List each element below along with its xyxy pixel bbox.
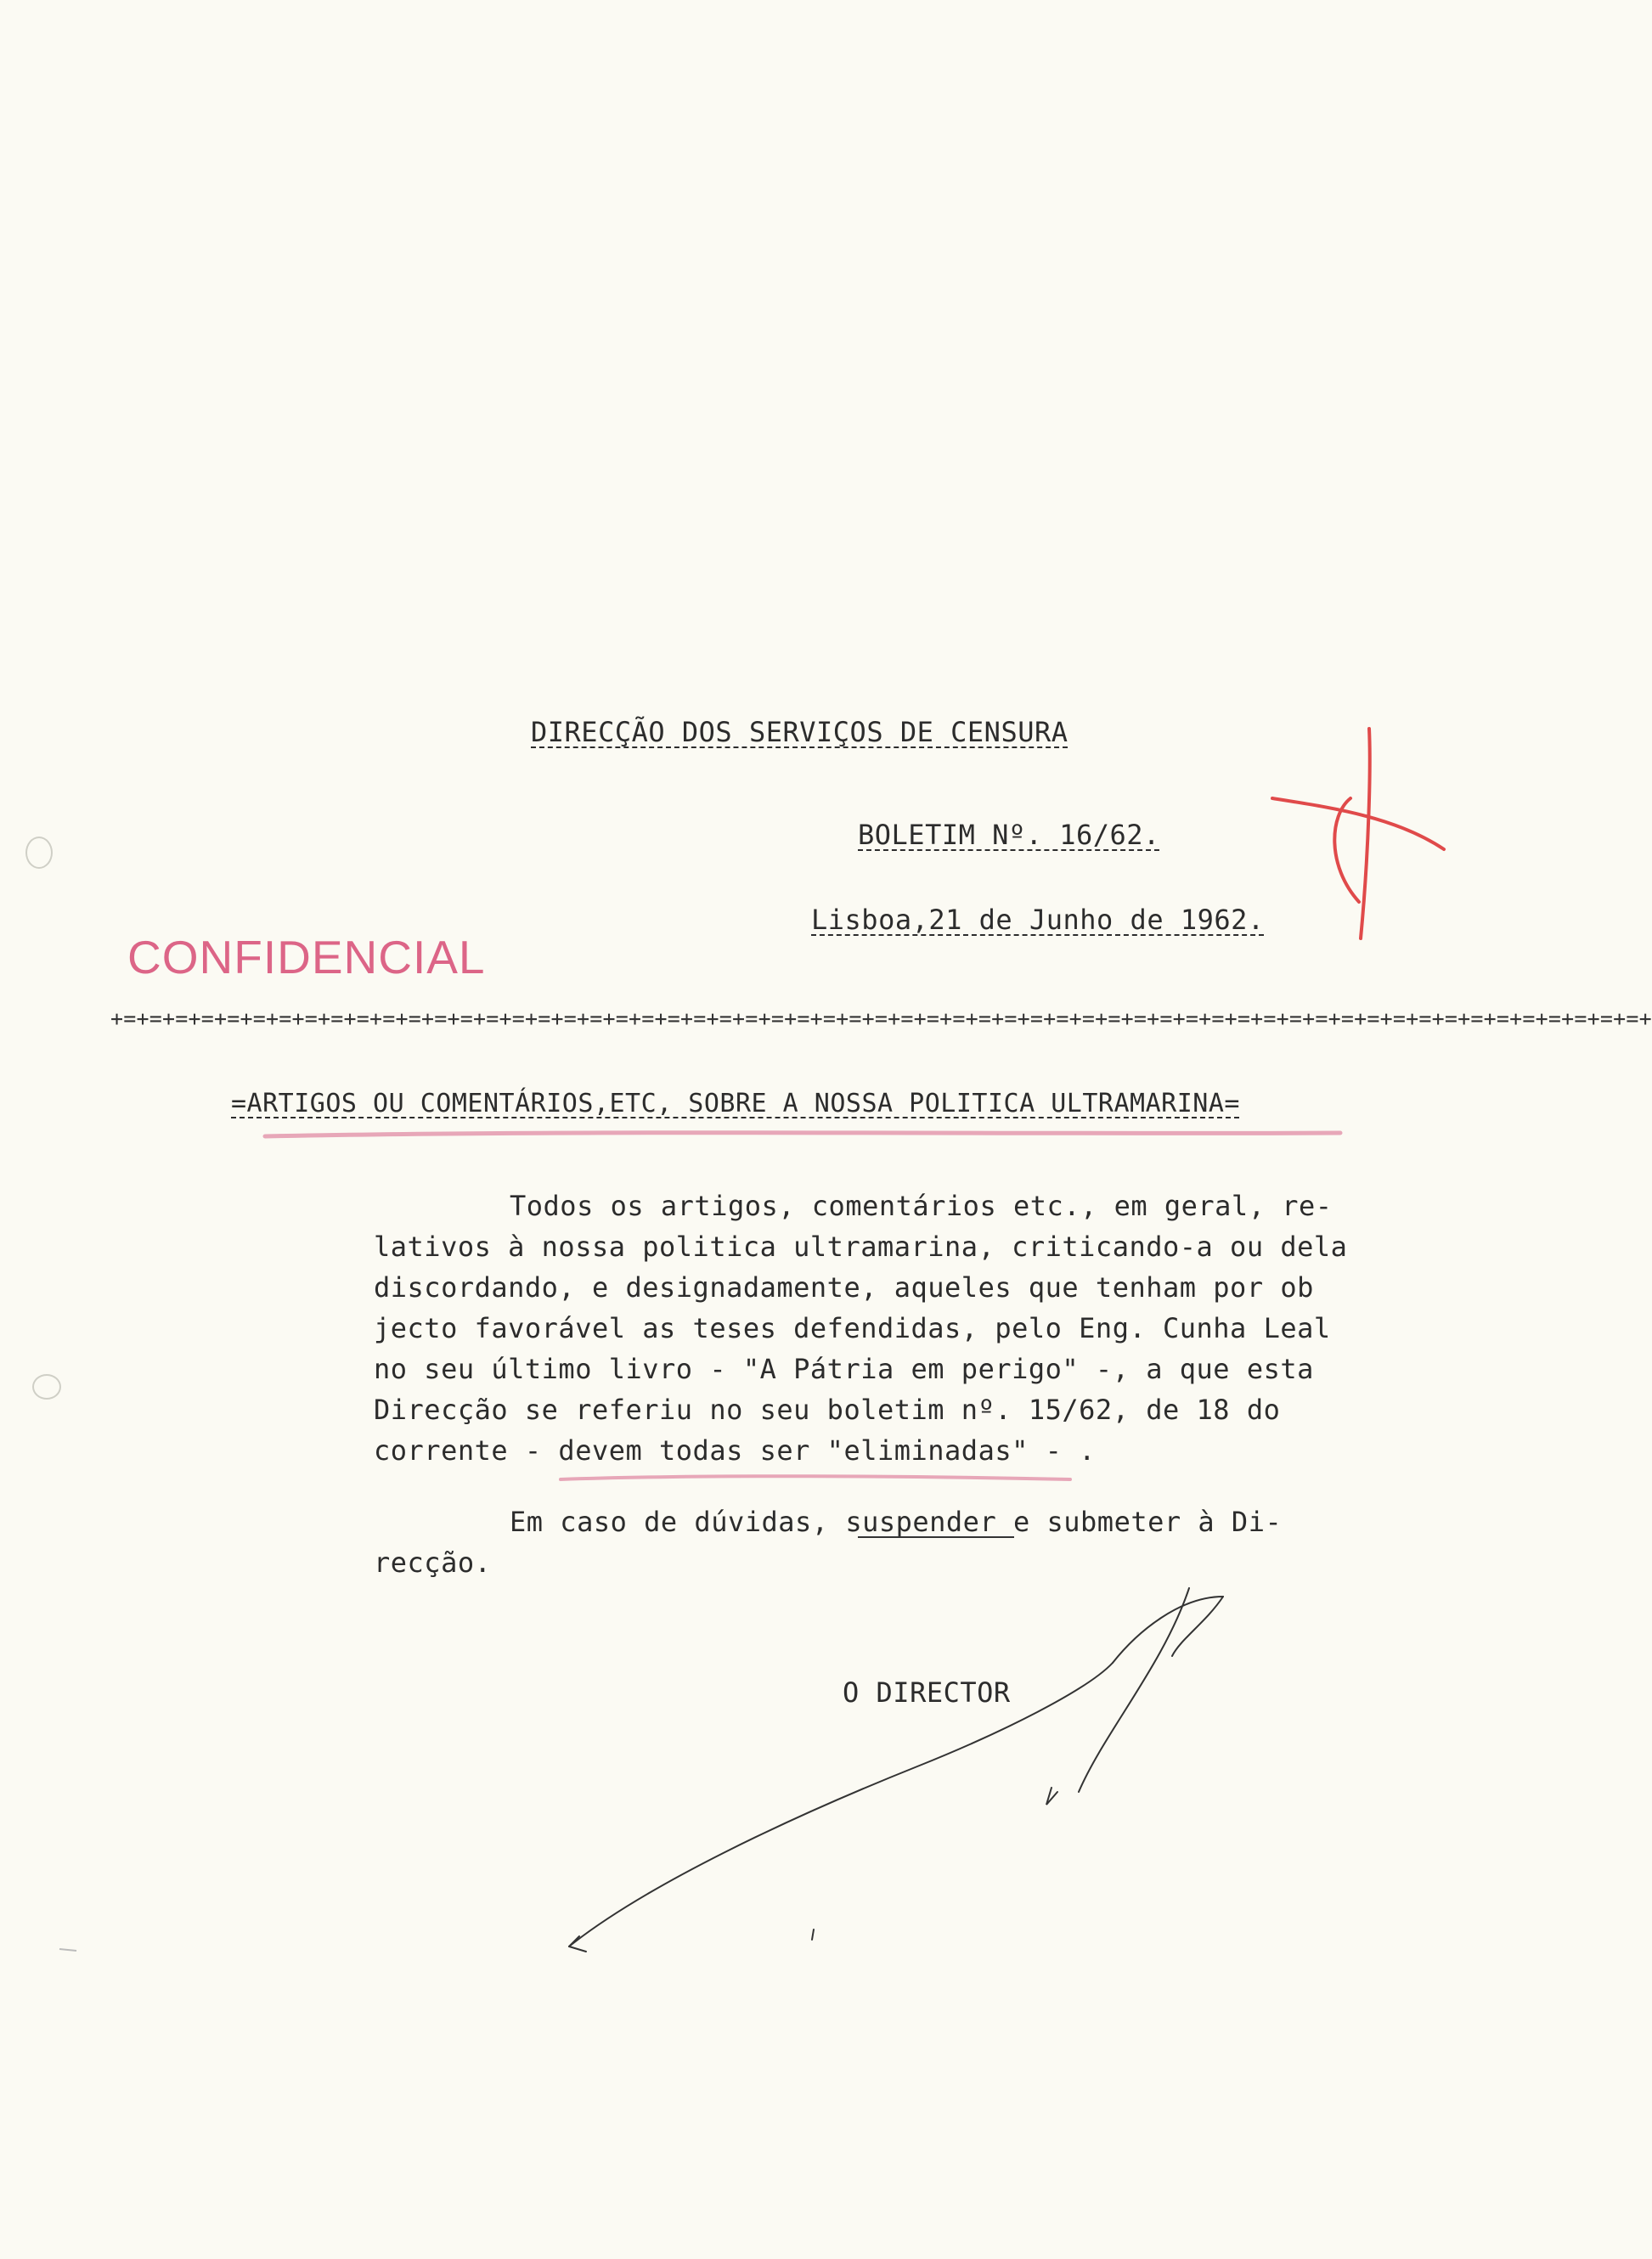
paragraph-line: Direcção se referiu no seu boletim nº. 15/62, de 18 do [374,1394,1281,1426]
paragraph-line: jecto favorável as teses defendidas, pelo Eng. Cunha Leal [374,1312,1331,1344]
office-heading: DIRECÇÃO DOS SERVIÇOS DE CENSURA [531,716,1068,748]
signature-icon [569,1588,1223,1952]
separator-line: +=+=+=+=+=+=+=+=+=+=+=+=+=+=+=+=+=+=+=+=+=+=+=+=+=+=+=+=+=+=+=+=+=+=+=+=+=+=+=+=+=+=+=+=+=+=+=+=+=+=+=+=+=+=+=+=+=+=+=+ [110,1006,1652,1031]
paragraph-line: Em caso de dúvidas, suspender e submeter à Di- [510,1506,1283,1538]
corner-mark [59,1949,76,1951]
signatory-title: O DIRECTOR [843,1676,1011,1709]
subject-line: =ARTIGOS OU COMENTÁRIOS,ETC, SOBRE A NOSSA POLITICA ULTRAMARINA= [231,1089,1240,1118]
paragraph-line: Todos os artigos, comentários etc., em geral, re- [510,1190,1333,1222]
paragraph-line: lativos à nossa politica ultramarina, criticando-a ou dela [374,1231,1348,1263]
place-date: Lisboa,21 de Junho de 1962. [811,904,1265,936]
bulletin-number: BOLETIM Nº. 16/62. [858,819,1160,851]
paragraph-line: discordando, e designadamente, aqueles que tenham por ob [374,1271,1314,1304]
red-pencil-mark-icon [1272,729,1444,938]
paragraph-line: recção. [374,1546,492,1579]
emphasis-highlight-line [561,1476,1070,1479]
confidential-stamp: CONFIDENCIAL [127,931,486,983]
paragraph-line: corrente - devem todas ser "eliminadas" - . [374,1434,1096,1467]
paragraph-line: no seu último livro - "A Pátria em perigo" -, a que esta [374,1353,1314,1385]
subject-highlight-line [265,1133,1340,1136]
